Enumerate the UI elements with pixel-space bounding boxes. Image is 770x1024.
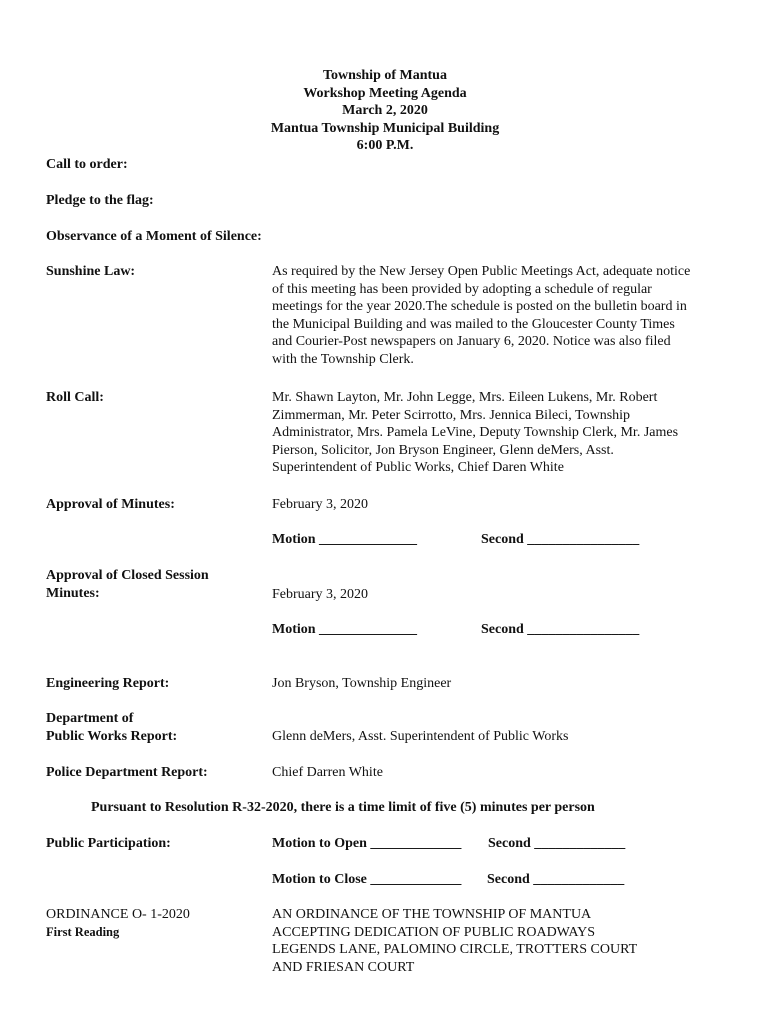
public-participation-label: Public Participation: bbox=[46, 836, 171, 851]
approval-minutes-date: February 3, 2020 bbox=[272, 497, 369, 512]
engineering-report-label: Engineering Report: bbox=[46, 676, 170, 691]
roll-call-text: Mr. Shawn Layton, Mr. John Legge, Mrs. Eileen Lukens, Mr. Robert Zimmerman, Mr. Peter Scirrotto, Mrs. Jennica Bileci, Township Administrator, Mrs. Pamela LeVine, Deputy Township Clerk, Mr. James Pierson, Solicitor, Jon Bryson Engineer, Glenn deMers, Asst. Superintendent of Public Works, Chief Daren White bbox=[272, 390, 679, 476]
ordinance-reading: First Reading bbox=[46, 925, 120, 939]
public-works-value: Glenn deMers, Asst. Superintendent of Public Works bbox=[272, 729, 569, 744]
motion-to-open: Motion to Open _____________ bbox=[272, 836, 462, 851]
header-date: March 2, 2020 bbox=[342, 103, 428, 118]
approval-closed-date: February 3, 2020 bbox=[272, 587, 369, 602]
approval-minutes-second: Second ________________ bbox=[481, 532, 640, 547]
approval-closed-label: Approval of Closed Session Minutes: bbox=[46, 568, 209, 601]
approval-closed-motion: Motion ______________ bbox=[272, 622, 418, 637]
header-location: Mantua Township Municipal Building bbox=[270, 120, 500, 136]
police-report-value: Chief Darren White bbox=[272, 765, 383, 780]
pledge-to-flag: Pledge to the flag: bbox=[46, 193, 154, 208]
ordinance-number: ORDINANCE O- 1-2020 bbox=[46, 907, 190, 922]
engineering-report-value: Jon Bryson, Township Engineer bbox=[272, 676, 452, 691]
ordinance-text: AN ORDINANCE OF THE TOWNSHIP OF MANTUA ACCEPTING DEDICATION OF PUBLIC ROADWAYS LEGENDS LANE, PALOMINO CIRCLE, TROTTERS COURT AND FRIESAN COURT bbox=[272, 907, 638, 975]
approval-minutes-label: Approval of Minutes: bbox=[46, 497, 175, 512]
second-open: Second _____________ bbox=[488, 836, 626, 851]
header-time: 6:00 P.M. bbox=[356, 138, 414, 153]
approval-closed-second: Second ________________ bbox=[481, 622, 640, 637]
public-works-label: Department of Public Works Report: bbox=[46, 711, 178, 744]
roll-call-label: Roll Call: bbox=[46, 390, 104, 405]
header-township: Township of Mantua bbox=[323, 68, 447, 83]
approval-minutes-motion: Motion ______________ bbox=[272, 532, 418, 547]
police-report-label: Police Department Report: bbox=[46, 765, 208, 780]
call-to-order: Call to order: bbox=[46, 157, 128, 172]
moment-of-silence: Observance of a Moment of Silence: bbox=[46, 229, 262, 244]
second-close: Second _____________ bbox=[487, 872, 625, 887]
sunshine-law-text: As required by the New Jersey Open Public Meetings Act, adequate notice of this meeting has been provided by adopting a schedule of regular meetings for the year 2020.The schedule is posted on the bulletin board in the Municipal Building and was mailed to the Gloucester County Times and Courier-Post newspapers on January 6, 2020. Notice was also filed with the Township Clerk. bbox=[272, 264, 691, 367]
sunshine-law-label: Sunshine Law: bbox=[46, 264, 136, 279]
resolution-time-limit-note: Pursuant to Resolution R-32-2020, there is a time limit of five (5) minutes per person bbox=[91, 800, 595, 815]
motion-to-close: Motion to Close _____________ bbox=[272, 872, 462, 887]
header-meeting-type: Workshop Meeting Agenda bbox=[303, 85, 467, 101]
